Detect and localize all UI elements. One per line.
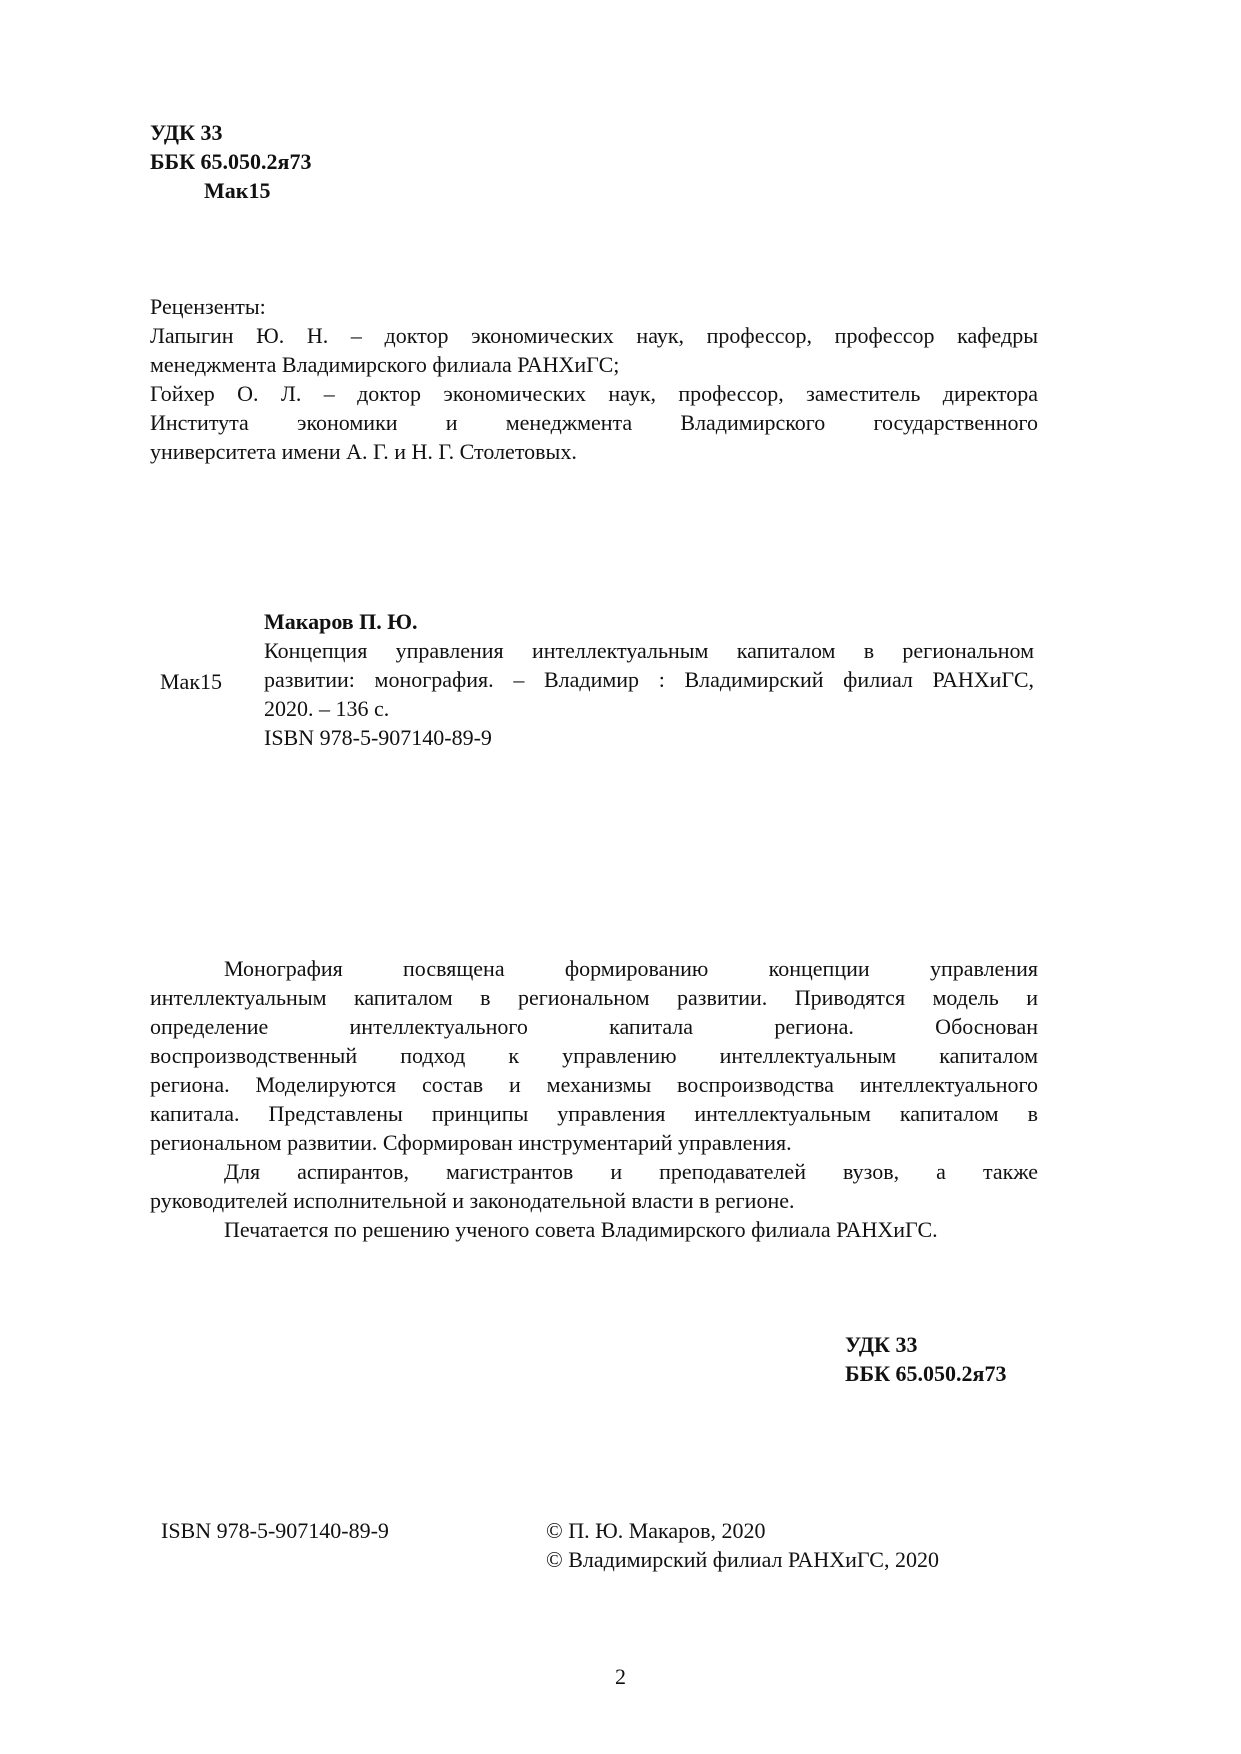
copyright-publisher: © Владимирский филиал РАНХиГС, 2020 — [546, 1547, 939, 1572]
reviewer-line: менеджмента Владимирского филиала РАНХиГС; — [150, 352, 620, 377]
abstract-line: интеллектуальным капиталом в региональном развитии. Приводятся модель и — [150, 985, 1038, 1010]
abstract-line: региона. Моделируются состав и механизмы воспроизводства интеллектуального — [150, 1072, 1038, 1097]
abstract-line: Печатается по решению ученого совета Владимирского филиала РАНХиГС. — [224, 1217, 938, 1242]
biblio-isbn: ISBN 978-5-907140-89-9 — [264, 725, 492, 750]
abstract-line: Для аспирантов, магистрантов и преподавателей вузов, а также — [224, 1159, 1038, 1184]
biblio-line: 2020. – 136 с. — [264, 696, 390, 721]
abstract-line: руководителей исполнительной и законодательной власти в регионе. — [150, 1188, 795, 1213]
reviewers-heading: Рецензенты: — [150, 294, 266, 319]
abstract — [150, 954, 1038, 1244]
author-mark: Мак15 — [204, 178, 271, 203]
reviewer-line: Лапыгин Ю. Н. – доктор экономических наук, профессор, профессор кафедры — [150, 323, 1038, 348]
bbk-code: ББК 65.050.2я73 — [150, 149, 312, 174]
classification-codes-top — [150, 118, 311, 205]
classification-codes-bottom — [845, 1330, 1006, 1388]
reviewer-line: университета имени А. Г. и Н. Г. Столетовых. — [150, 439, 577, 464]
isbn: ISBN 978-5-907140-89-9 — [161, 1518, 389, 1543]
udk-code: УДК 33 — [845, 1332, 918, 1357]
biblio-line: Концепция управления интеллектуальным капиталом в региональном — [264, 638, 1034, 663]
abstract-line: Монография посвящена формированию концепции управления — [224, 956, 1038, 981]
abstract-line: воспроизводственный подход к управлению интеллектуальным капиталом — [150, 1043, 1038, 1068]
reviewers-block — [150, 292, 1038, 466]
biblio-author: Макаров П. Ю. — [264, 609, 418, 634]
biblio-line: развитии: монография. – Владимир : Владимирский филиал РАНХиГС, — [264, 667, 1034, 692]
reviewer-line: Гойхер О. Л. – доктор экономических наук, профессор, заместитель директора — [150, 381, 1038, 406]
bbk-code: ББК 65.050.2я73 — [845, 1361, 1007, 1386]
biblio-author-mark: Мак15 — [160, 669, 223, 694]
bibliographic-record — [264, 607, 1034, 752]
reviewer-line: Института экономики и менеджмента Владимирского государственного — [150, 410, 1038, 435]
copyright-author: © П. Ю. Макаров, 2020 — [546, 1518, 766, 1543]
udk-code: УДК 33 — [150, 120, 223, 145]
abstract-line: региональном развитии. Сформирован инструментарий управления. — [150, 1130, 792, 1155]
abstract-line: капитала. Представлены принципы управления интеллектуальным капиталом в — [150, 1101, 1038, 1126]
abstract-line: определение интеллектуального капитала региона. Обоснован — [150, 1014, 1038, 1039]
copyright-block — [546, 1516, 939, 1574]
page-number: 2 — [615, 1664, 626, 1689]
